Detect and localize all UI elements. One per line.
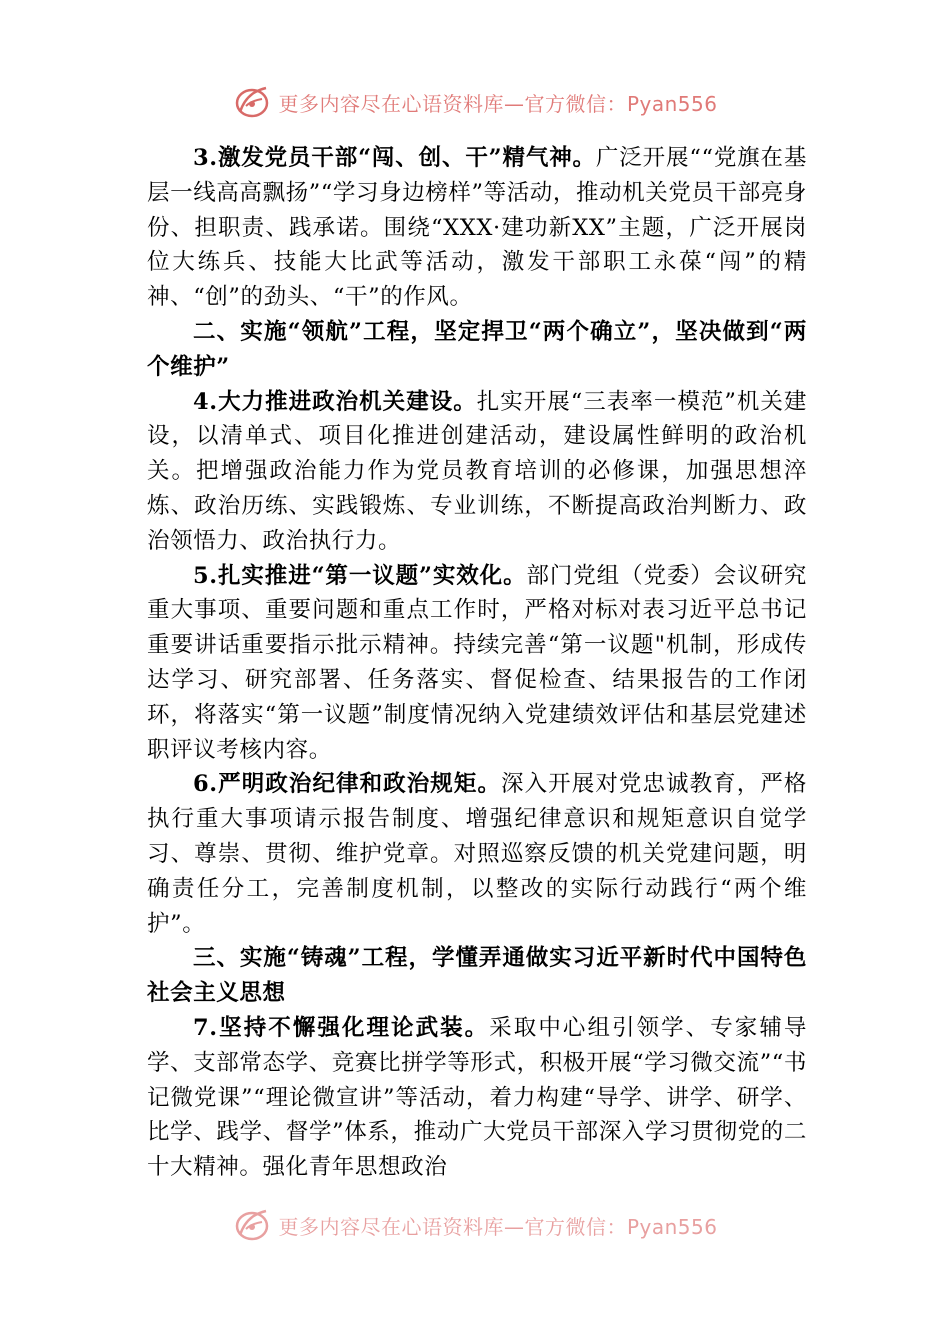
- document-body: [147, 141, 807, 1185]
- paragraph-body: 广泛开展““党旗在基层一线高高飘扬”“学习身边榜样”等活动，推动机关党员干部亮身份、担职责、践承诺。围绕“XXX·建功新XX”主题，广泛开展岗位大练兵、技能大比武等活动，激发干部职工永葆“闯”的精神、“创”的劲头、“干”的作风。: [147, 145, 808, 311]
- paragraph-body: 部门党组（党委）会议研究重大事项、重要问题和重点工作时，严格对标对表习近平总书记重要讲话重要指示批示精神。持续完善“第一议题"机制，形成传达学习、研究部署、任务落实、督促检查、结果报告的工作闭环，将落实“第一议题”制度情况纳入党建绩效评估和基层党建述职评议考核内容。: [147, 562, 807, 763]
- watermark-banner-bottom: [0, 1205, 950, 1245]
- section-heading-3: 三、实施“铸魂”工程，学懂弄通做实习近平新时代中国特色社会主义思想: [147, 945, 807, 1007]
- paragraph-lead: 6.严明政治纪律和政治规矩。: [193, 771, 502, 798]
- paragraph-body: 深入开展对党忠诚教育，严格执行重大事项请示报告制度、增强纪律意识和规矩意识自觉学习、尊崇、贯彻、维护党章。对照巡察反馈的机关党建问题，明确责任分工，完善制度机制，以整改的实际行动践行“两个维护”。: [147, 771, 807, 937]
- paragraph-body: 扎实开展“三表率一模范”机关建设，以清单式、项目化推进创建活动，建设属性鲜明的政治机关。把增强政治能力作为党员教育培训的必修课，加强思想淬炼、政治历练、实践锻炼、专业训练，不断提高政治判断力、政治领悟力、政治执行力。: [147, 388, 807, 554]
- paragraph-5: [147, 559, 807, 768]
- watermark-logo-icon: [232, 1207, 272, 1243]
- watermark-banner-top: [0, 82, 950, 122]
- paragraph-4: [147, 385, 807, 559]
- watermark-logo-icon: [232, 84, 272, 120]
- paragraph-3: [147, 141, 807, 315]
- section-heading-2: 二、实施“领航”工程，坚定捍卫“两个确立”，坚决做到“两个维护”: [147, 318, 807, 380]
- paragraph-body: 采取中心组引领学、专家辅导学、支部常态学、竞赛比拼学等形式，积极开展“学习微交流”“书记微党课”“理论微宣讲”等活动，着力构建“导学、讲学、研学、比学、践学、督学”体系，推动广大党员干部深入学习贯彻党的二十大精神。强化青年思想政治: [147, 1014, 808, 1181]
- paragraph-lead: 3.激发党员干部“闯、创、干”精气神。: [193, 145, 596, 171]
- paragraph-lead: 7.坚持不懈强化理论武装。: [193, 1014, 490, 1041]
- watermark-text: 更多内容尽在心语资料库—官方微信：Pyan556: [278, 1214, 718, 1239]
- paragraph-lead: 5.扎实推进“第一议题”实效化。: [193, 562, 527, 589]
- paragraph-6: [147, 767, 807, 941]
- paragraph-7: [147, 1011, 807, 1185]
- watermark-text: 更多内容尽在心语资料库—官方微信：Pyan556: [278, 91, 718, 116]
- paragraph-lead: 4.大力推进政治机关建设。: [193, 388, 477, 415]
